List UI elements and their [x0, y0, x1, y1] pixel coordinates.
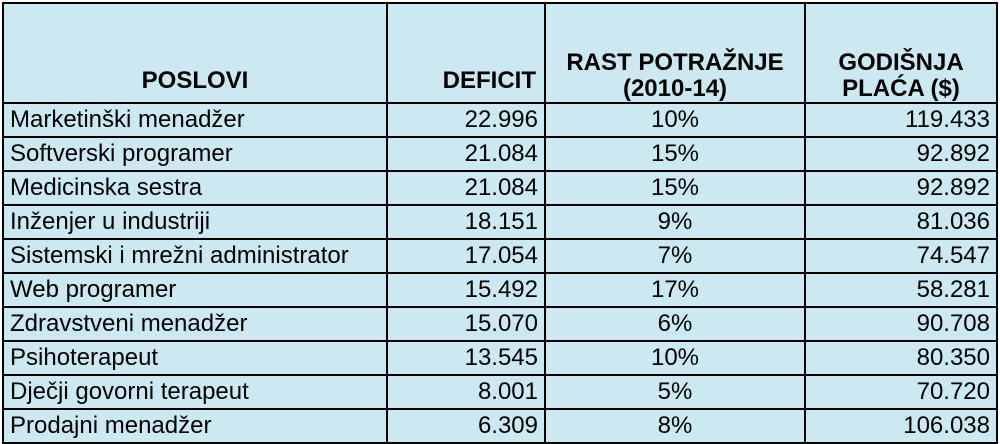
- growth-cell: 9%: [545, 205, 805, 239]
- growth-cell: 7%: [545, 239, 805, 273]
- salary-cell: 90.708: [805, 307, 997, 341]
- table-row: [3, 205, 997, 239]
- header-deficit: DEFICIT: [387, 3, 545, 103]
- job-cell: Dječji govorni terapeut: [3, 375, 387, 409]
- header-rast-potraznje: [545, 3, 805, 103]
- table-row: [3, 239, 997, 273]
- growth-cell: 15%: [545, 137, 805, 171]
- growth-cell: 5%: [545, 375, 805, 409]
- salary-cell: 106.038: [805, 409, 997, 443]
- table-row: [3, 273, 997, 307]
- table-row: [3, 409, 997, 443]
- job-cell: Softverski programer: [3, 137, 387, 171]
- salary-cell: 92.892: [805, 171, 997, 205]
- header-godisnja-placa: [805, 3, 997, 103]
- job-cell: Inženjer u industriji: [3, 205, 387, 239]
- job-cell: Sistemski i mrežni administrator: [3, 239, 387, 273]
- growth-cell: 10%: [545, 103, 805, 137]
- growth-cell: 17%: [545, 273, 805, 307]
- job-cell: Zdravstveni menadžer: [3, 307, 387, 341]
- salary-cell: 74.547: [805, 239, 997, 273]
- table-row: [3, 307, 997, 341]
- job-cell: Marketinški menadžer: [3, 103, 387, 137]
- header-placa-line2: PLAĆA ($): [842, 75, 960, 102]
- growth-cell: 10%: [545, 341, 805, 375]
- growth-cell: 8%: [545, 409, 805, 443]
- table-row: [3, 375, 997, 409]
- growth-cell: 6%: [545, 307, 805, 341]
- salary-cell: 70.720: [805, 375, 997, 409]
- job-cell: Prodajni menadžer: [3, 409, 387, 443]
- table-row: [3, 171, 997, 205]
- salary-cell: 80.350: [805, 341, 997, 375]
- header-rast-line2: (2010-14): [622, 75, 728, 102]
- table-body: [3, 103, 997, 443]
- salary-cell: 58.281: [805, 273, 997, 307]
- deficit-cell: 18.151: [387, 205, 545, 239]
- salary-cell: 81.036: [805, 205, 997, 239]
- table-row: [3, 103, 997, 137]
- deficit-cell: 21.084: [387, 171, 545, 205]
- deficit-cell: 15.492: [387, 273, 545, 307]
- header-row: [3, 3, 997, 103]
- header-poslovi: POSLOVI: [3, 3, 387, 103]
- table-row: [3, 137, 997, 171]
- deficit-cell: 21.084: [387, 137, 545, 171]
- deficit-cell: 17.054: [387, 239, 545, 273]
- deficit-cell: 22.996: [387, 103, 545, 137]
- header-placa-line1: GODIŠNJA: [838, 49, 964, 76]
- jobs-table: [2, 2, 998, 444]
- job-cell: Web programer: [3, 273, 387, 307]
- deficit-cell: 15.070: [387, 307, 545, 341]
- table-row: [3, 341, 997, 375]
- deficit-cell: 6.309: [387, 409, 545, 443]
- deficit-cell: 8.001: [387, 375, 545, 409]
- job-cell: Medicinska sestra: [3, 171, 387, 205]
- deficit-cell: 13.545: [387, 341, 545, 375]
- growth-cell: 15%: [545, 171, 805, 205]
- job-cell: Psihoterapeut: [3, 341, 387, 375]
- salary-cell: 92.892: [805, 137, 997, 171]
- header-rast-line1: RAST POTRAŽNJE: [566, 49, 784, 76]
- table-header: [3, 3, 997, 103]
- salary-cell: 119.433: [805, 103, 997, 137]
